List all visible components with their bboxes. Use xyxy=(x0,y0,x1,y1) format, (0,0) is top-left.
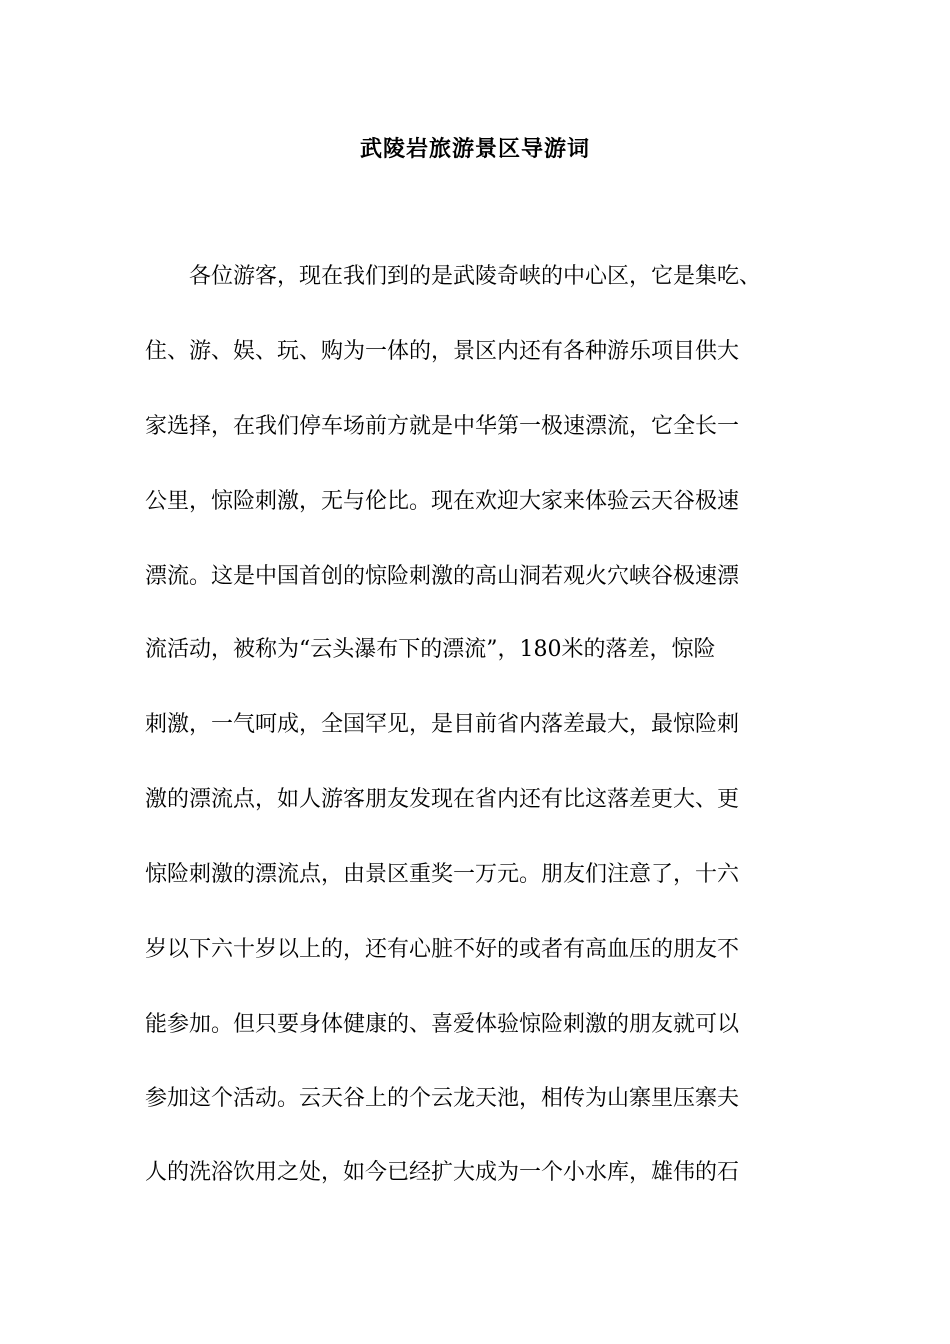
body-line: 住、游、娱、玩、购为一体的，景区内还有各种游乐项目供大 xyxy=(145,339,740,364)
body-line: 能参加。但只要身体健康的、喜爱体验惊险刺激的朋友就可以 xyxy=(145,1012,740,1037)
body-line: 岁以下六十岁以上的，还有心脏不好的或者有高血压的朋友不 xyxy=(145,937,740,962)
body-line: 家选择，在我们停车场前方就是中华第一极速漂流，它全长一 xyxy=(145,414,740,439)
body-line: 激的漂流点，如人游客朋友发现在省内还有比这落差更大、更 xyxy=(145,787,740,812)
body-line: 参加这个活动。云天谷上的个云龙天池，相传为山寨里压寨夫 xyxy=(145,1086,740,1111)
document-title: 武陵岩旅游景区导游词 xyxy=(359,136,590,162)
body-line: 流活动，被称为“云头瀑布下的漂流”，180米的落差，惊险 xyxy=(145,637,716,662)
body-line: 公里，惊险刺激，无与伦比。现在欢迎大家来体验云天谷极速 xyxy=(145,489,740,514)
body-line: 漂流。这是中国首创的惊险刺激的高山洞若观火穴峡谷极速漂 xyxy=(145,564,740,589)
body-line: 人的洗浴饮用之处，如今已经扩大成为一个小水库，雄伟的石 xyxy=(145,1160,740,1185)
body-line: 刺激，一气呵成，全国罕见，是目前省内落差最大，最惊险刺 xyxy=(145,712,740,737)
body-line: 惊险刺激的漂流点，由景区重奖一万元。朋友们注意了，十六 xyxy=(145,862,740,887)
body-line: 各位游客，现在我们到的是武陵奇峡的中心区，它是集吃、 xyxy=(145,264,762,289)
